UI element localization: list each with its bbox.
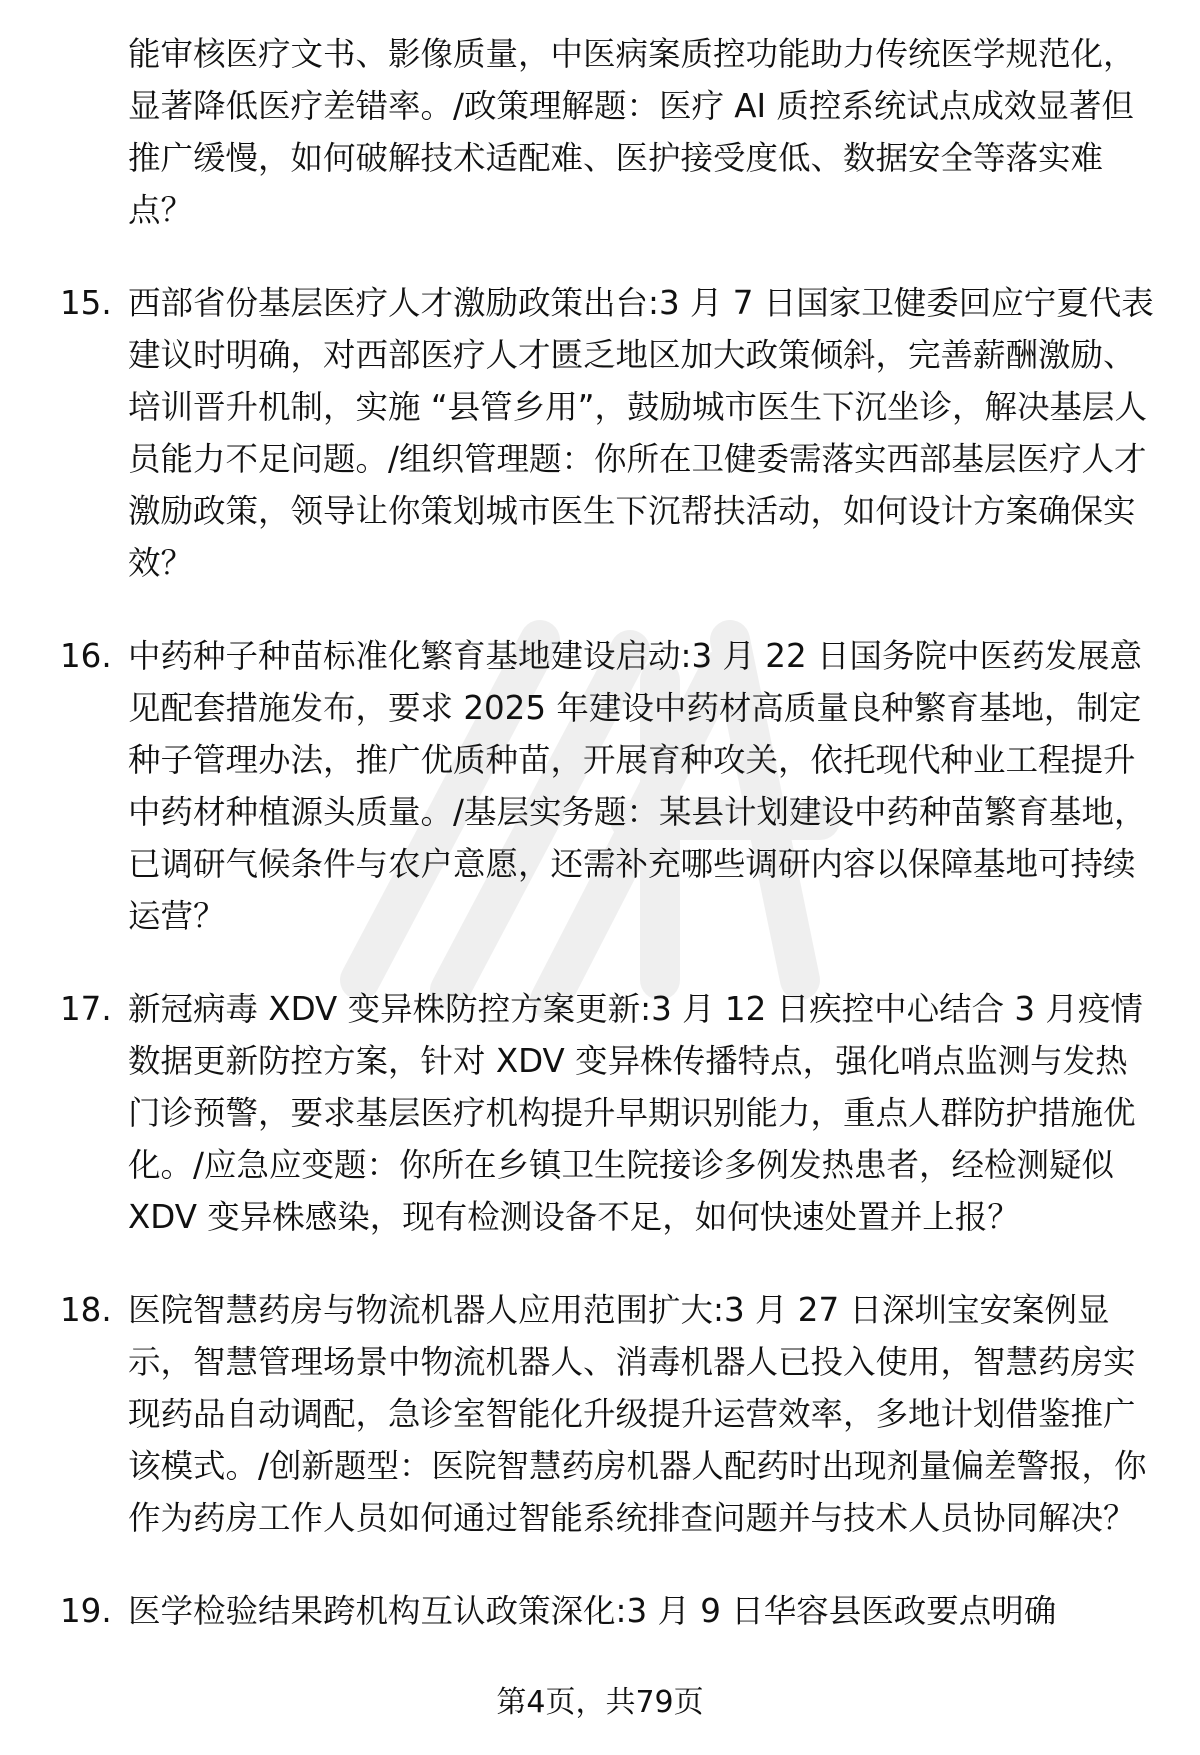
intro-paragraph: 能审核医疗文书、影像质量，中医病案质控功能助力传统医学规范化，显著降低医疗差错率。/政策理解题：医疗 AI 质控系统试点成效显著但推广缓慢，如何破解技术适配难、医护接受度低、数据安全等落实难点？ [128, 35, 1136, 229]
list-item-number: 15. [60, 284, 112, 322]
list-item [60, 1585, 1160, 1637]
list-item-text: 医学检验结果跨机构互认政策深化:3 月 9 日华容县医政要点明确 [128, 1592, 1057, 1630]
list-item-text: 医院智慧药房与物流机器人应用范围扩大:3 月 27 日深圳宝安案例显示，智慧管理场景中物流机器人、消毒机器人已投入使用，智慧药房实现药品自动调配，急诊室智能化升级提升运营效率，多地计划借鉴推广该模式。/创新题型：医院智慧药房机器人配药时出现剂量偏差警报，你作为药房工作人员如何通过智能系统排查问题并与技术人员协同解决？ [128, 1291, 1147, 1537]
list-item [60, 983, 1160, 1243]
list-item-text: 西部省份基层医疗人才激励政策出台:3 月 7 日国家卫健委回应宁夏代表建议时明确，对西部医疗人才匮乏地区加大政策倾斜，完善薪酬激励、培训晋升机制，实施 “县管乡用”，鼓励城市医生下沉坐诊，解决基层人员能力不足问题。/组织管理题：你所在卫健委需落实西部基层医疗人才激励政策，领导让你策划城市医生下沉帮扶活动，如何设计方案确保实效？ [128, 284, 1154, 582]
list-item-number: 19. [60, 1592, 112, 1630]
page-footer: 第4页，共79页 [496, 1685, 704, 1720]
list-item [60, 1284, 1160, 1544]
list-item [60, 630, 1160, 942]
list-item-number: 18. [60, 1291, 112, 1329]
list-item [60, 277, 1160, 589]
document-body [60, 28, 1160, 1637]
list-item-text: 新冠病毒 XDV 变异株防控方案更新:3 月 12 日疾控中心结合 3 月疫情数据更新防控方案，针对 XDV 变异株传播特点，强化哨点监测与发热门诊预警，要求基层医疗机构提升早期识别能力，重点人群防护措施优化。/应急应变题：你所在乡镇卫生院接诊多例发热患者，经检测疑似 XDV 变异株感染，现有检测设备不足，如何快速处置并上报？ [128, 990, 1143, 1236]
list-item-number: 17. [60, 990, 112, 1028]
list-item-number: 16. [60, 637, 112, 675]
list-item-text: 中药种子种苗标准化繁育基地建设启动:3 月 22 日国务院中医药发展意见配套措施发布，要求 2025 年建设中药材高质量良种繁育基地，制定种子管理办法，推广优质种苗，开展育种攻关，依托现代种业工程提升中药材种植源头质量。/基层实务题：某县计划建设中药种苗繁育基地，已调研气候条件与农户意愿，还需补充哪些调研内容以保障基地可持续运营？ [128, 637, 1147, 935]
